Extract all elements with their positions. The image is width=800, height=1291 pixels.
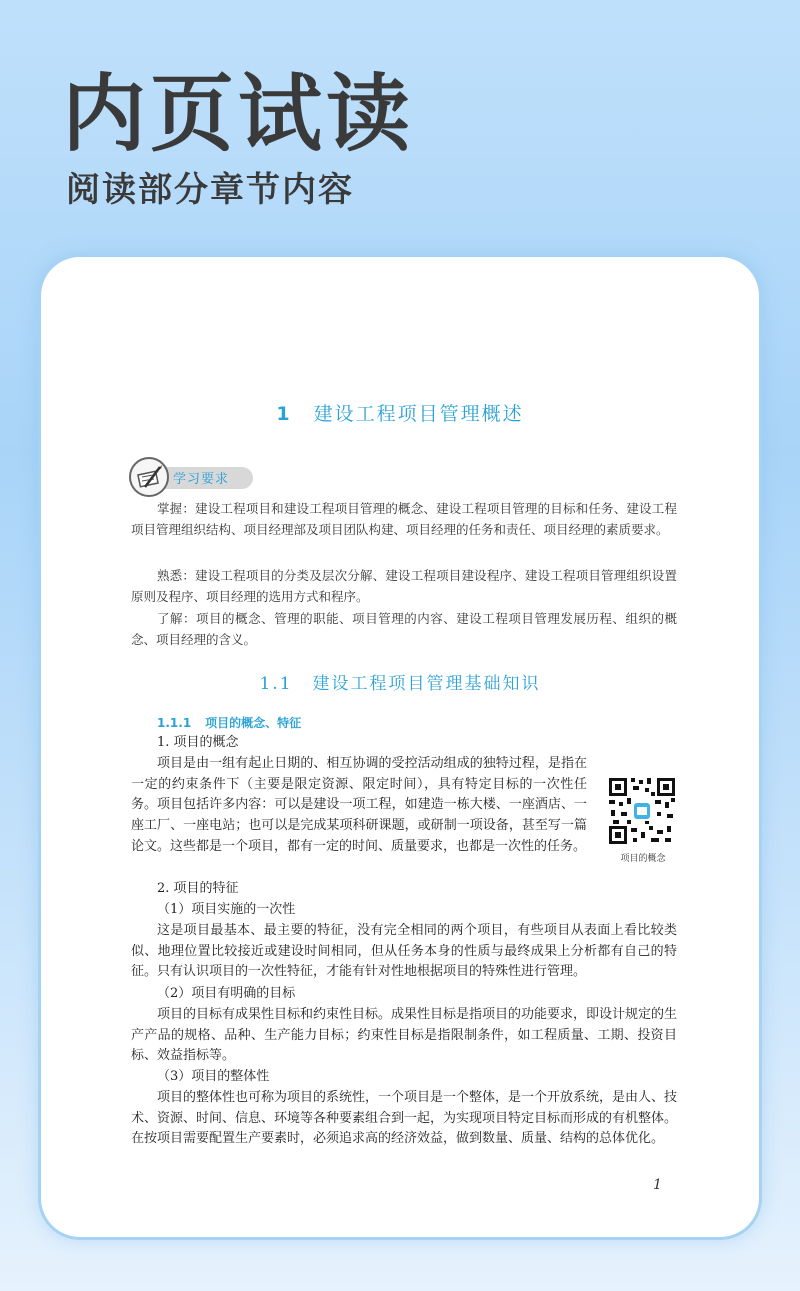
qr-caption: 项目的概念 [620, 854, 666, 864]
book-page [41, 257, 759, 1237]
paragraph-concept-text: 项目是由一组有起止日期的、相互协调的受控活动组成的独特过程，是指在一定的约束条件下（主要是限定资源、限定时间），具有特定目标的一次性任务。项目包括许多内容：可以是建设一项工程，如建造一栋大楼、一座酒店、一座工厂、一座电站；也可以是完成某项科研课题，或研制一项设备，甚至写一篇论文。这些都是一个项目，都有一定的时间、质量要求，也都是一次性的任务。 [131, 756, 587, 854]
preview-card [38, 254, 762, 1240]
qr-code[interactable] [607, 776, 677, 846]
subsection-title [157, 714, 301, 731]
learning-requirements-badge [129, 457, 259, 501]
chapter-title [41, 399, 759, 426]
feature3-text: 项目的整体性也可称为项目的系统性，一个项目是一个整体，是一个开放系统，是由人、技术、资源、时间、信息、环境等各种要素组合到一起，为实现项目特定目标而形成的有机整体。在按项目需要配置生产要素时，必须追求高的经济效益，做到数量、质量、结构的总体优化。 [131, 1090, 678, 1147]
feature1-title: （1）项目实施的一次性 [157, 902, 296, 917]
feature1-text: 这是项目最基本、最主要的特征，没有完全相同的两个项目，有些项目从表面上看比较类似、地理位置比较接近或建设时间相同，但从任务本身的性质与最终成果上分析都有自己的特征。只有认识项目的一次性特征，才能有针对性地根据项目的特殊性进行管理。 [131, 923, 677, 980]
subsection-number: 1.1.1 [157, 716, 192, 730]
chapter-number: 1 [276, 403, 292, 425]
section-title [41, 669, 759, 694]
banner-title: 内页试读 [62, 65, 415, 163]
banner-subtitle: 阅读部分章节内容 [66, 170, 354, 210]
chapter-title-text: 建设工程项目管理概述 [313, 403, 524, 425]
feature3-title: （3）项目的整体性 [157, 1069, 270, 1084]
requirement-familiar: 熟悉：建设工程项目的分类及层次分解、建设工程项目建设程序、建设工程项目管理组织设置原则及程序、项目经理的选用方式和程序。 [131, 568, 677, 604]
page-number: 1 [653, 1177, 662, 1193]
section-title-text: 建设工程项目管理基础知识 [312, 674, 541, 694]
badge-label: 学习要求 [173, 472, 230, 487]
heading-features: 2. 项目的特征 [157, 881, 239, 896]
heading-concept: 1. 项目的概念 [157, 735, 239, 750]
feature2-text: 项目的目标有成果性目标和约束性目标。成果性目标是指项目的功能要求，即设计规定的生产产品的规格、品种、生产能力目标；约束性目标是指限制条件，如工程质量、工期、投资目标、效益指标等。 [131, 1007, 678, 1064]
section-number: 1.1 [259, 674, 293, 694]
subsection-title-text: 项目的概念、特征 [205, 716, 302, 730]
requirement-master: 掌握：建设工程项目和建设工程项目管理的概念、建设工程项目管理的目标和任务、建设工程项目管理组织结构、项目经理部及项目团队构建、项目经理的任务和责任、项目经理的素质要求。 [131, 501, 677, 537]
requirement-understand: 了解：项目的概念、管理的职能、项目管理的内容、建设工程项目管理发展历程、组织的概念、项目经理的含义。 [131, 611, 677, 647]
paragraph-concept [131, 754, 675, 884]
feature2-title: （2）项目有明确的目标 [157, 986, 296, 1001]
pen-notebook-icon [129, 457, 169, 497]
